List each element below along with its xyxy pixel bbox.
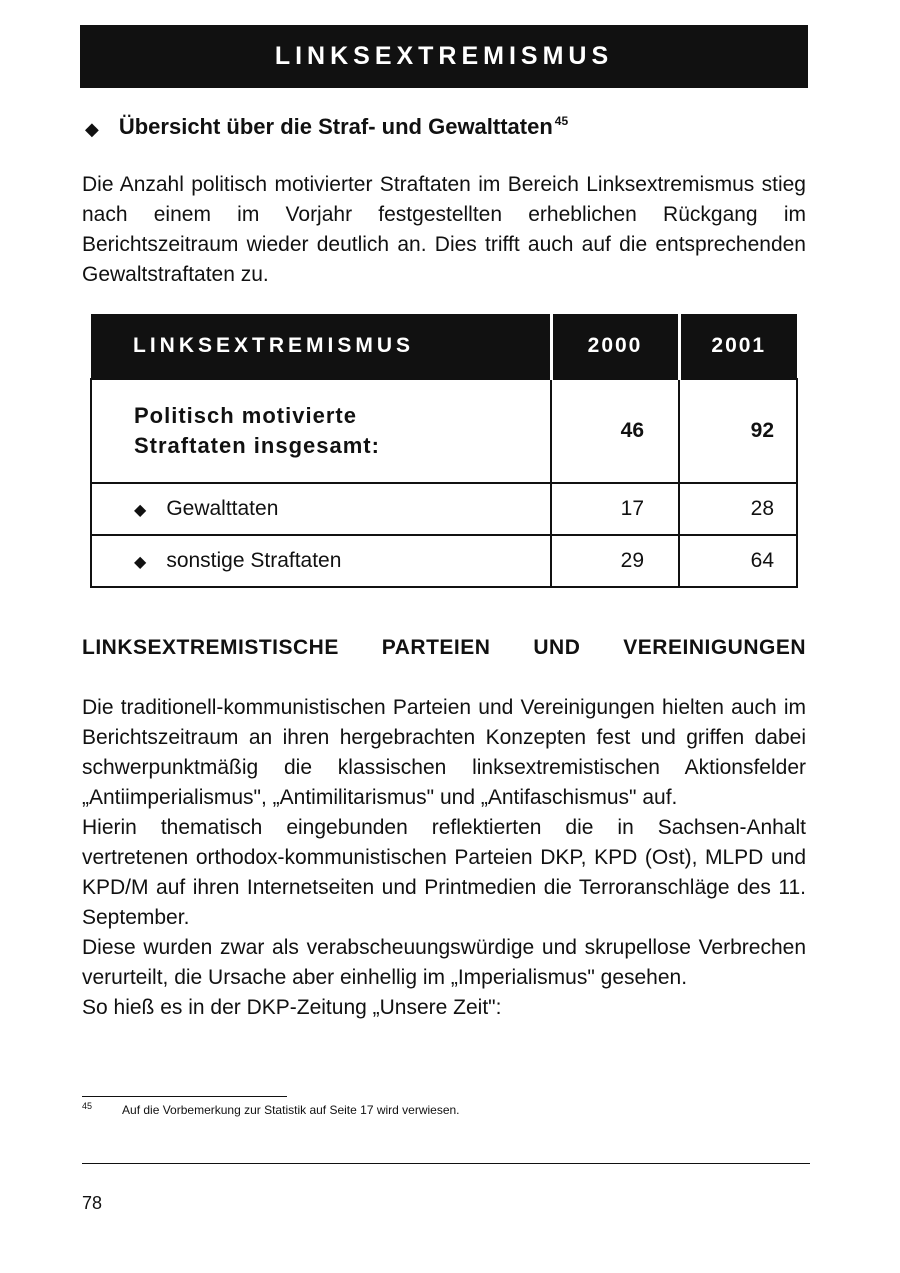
- section-heading-word: LINKSEXTREMISTISCHE: [82, 636, 339, 659]
- row-label-text: Gewalttaten: [166, 497, 279, 520]
- subheading: [85, 114, 568, 144]
- table-row: [91, 483, 797, 535]
- total-label-line1: Politisch motivierte: [134, 403, 357, 428]
- section-paragraph: Die traditionell-kommunistischen Parteien und Vereinigungen hielten auch im Berichtszeitraum an ihren hergebrachten Konzepten fest und griffen dabei schwerpunktmäßig die klassischen linksextremistischen Aktionsfelder „Antiimperialismus", „Antimilitarismus" und „Antifaschismus" auf.: [82, 696, 806, 809]
- statistics-table: [90, 314, 796, 578]
- total-2000: 46: [551, 379, 679, 483]
- footnote-reference[interactable]: 45: [554, 114, 569, 128]
- row-value-2000: 29: [551, 535, 679, 587]
- total-label: [91, 379, 551, 483]
- section-paragraph: Hierin thematisch eingebunden reflektierten die in Sachsen-Anhalt vertretenen orthodox-kommunistischen Parteien DKP, KPD (Ost), MLPD und KPD/M auf ihren Internetseiten und Printmedien die Terroranschläge des 11. September.: [82, 816, 806, 929]
- subheading-text: Übersicht über die Straf- und Gewalttaten: [118, 114, 553, 139]
- table-header-label: LINKSEXTREMISMUS: [91, 314, 551, 379]
- footnote-text: Auf die Vorbemerkung zur Statistik auf Seite 17 wird verwiesen.: [122, 1103, 460, 1117]
- footnote: [82, 1103, 460, 1117]
- section-body: [82, 693, 806, 1023]
- total-label-line2: Straftaten insgesamt:: [134, 433, 380, 458]
- footnote-divider: [82, 1096, 287, 1097]
- row-label: [91, 483, 551, 535]
- section-paragraph: So hieß es in der DKP-Zeitung „Unsere Zeit":: [82, 996, 502, 1019]
- page-footer-divider: [82, 1163, 810, 1164]
- row-label-text: sonstige Straftaten: [166, 549, 342, 572]
- diamond-bullet-icon: ◆: [134, 502, 147, 519]
- intro-text: Die Anzahl politisch motivierter Straftaten im Bereich Linksextremismus stieg nach einem im Vorjahr festgestellten erheblichen Rückgang im Berichtszeitraum wieder deutlich an. Dies trifft auch auf die entsprechenden Gewaltstraftaten zu.: [82, 173, 806, 286]
- section-heading: [82, 636, 806, 660]
- table-header-row: [91, 314, 797, 379]
- row-label: [91, 535, 551, 587]
- table-header-year-2000: 2000: [551, 314, 679, 379]
- page-header-title: LINKSEXTREMISMUS: [274, 42, 614, 70]
- section-paragraph: Diese wurden zwar als verabscheuungswürdige und skrupellose Verbrechen verurteilt, die Ursache aber einhellig im „Imperialismus" gesehen.: [82, 936, 806, 989]
- table-row-total: [91, 379, 797, 483]
- row-value-2001: 28: [679, 483, 797, 535]
- row-value-2000: 17: [551, 483, 679, 535]
- section-heading-word: PARTEIEN: [381, 636, 491, 659]
- section-heading-word: VEREINIGUNGEN: [623, 636, 806, 659]
- page-number: 78: [82, 1193, 103, 1213]
- total-2001: 92: [679, 379, 797, 483]
- page-header-banner: [80, 25, 808, 88]
- table-row: [91, 535, 797, 587]
- diamond-bullet-icon: ◆: [85, 119, 99, 139]
- footnote-mark: 45: [82, 1101, 93, 1111]
- intro-paragraph: [82, 170, 806, 290]
- row-value-2001: 64: [679, 535, 797, 587]
- diamond-bullet-icon: ◆: [134, 554, 147, 571]
- section-heading-word: UND: [533, 636, 581, 659]
- table-header-year-2001: 2001: [679, 314, 797, 379]
